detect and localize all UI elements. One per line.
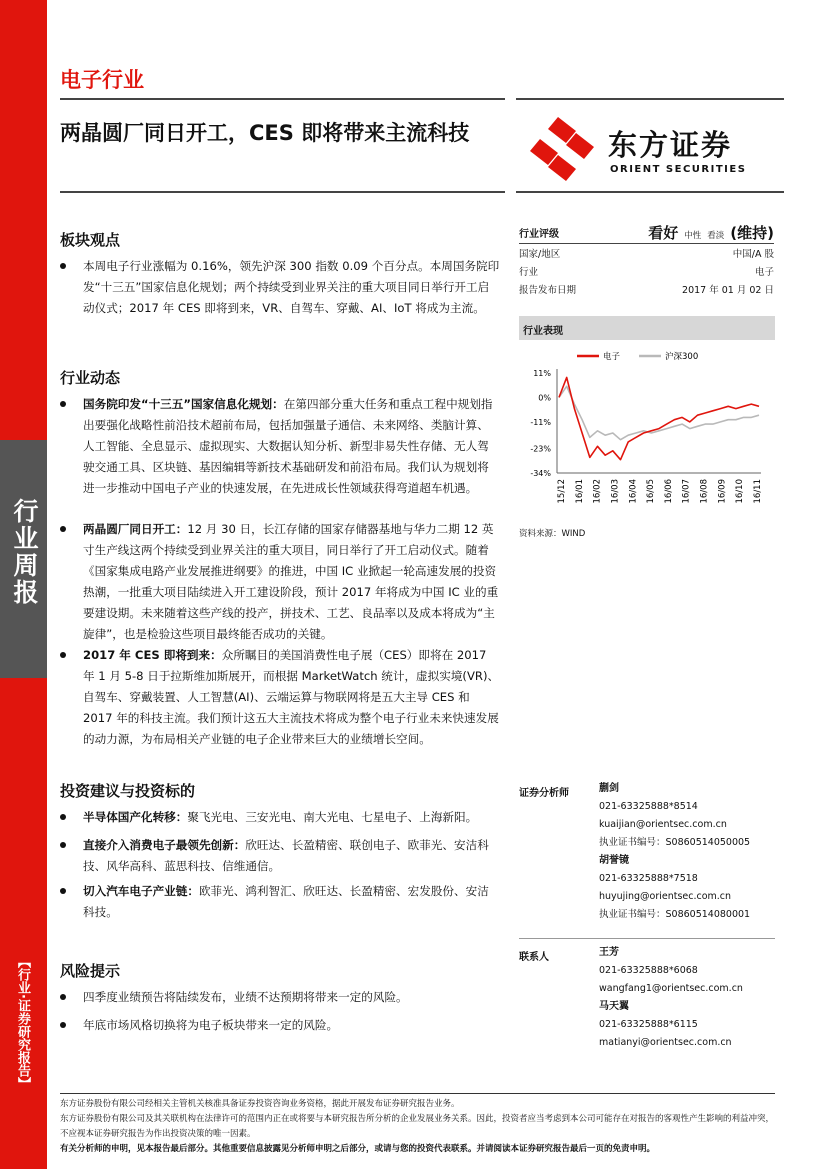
section-title-investment: 投资建议与投资标的: [60, 782, 196, 800]
list-item: 年底市场风格切换将为电子板块带来一定的风险。: [60, 1015, 500, 1036]
sector-name: 电子行业: [60, 68, 144, 92]
y-tick-label: -34%: [530, 469, 551, 478]
rating-row: 报告发布日期 2017 年 01 月 02 日: [519, 285, 774, 296]
list-item: 直接介入消费电子最领先创新：欣旺达、长盈精密、联创电子、欧菲光、安洁科技、风华高科、蓝思科技、信维通信。: [60, 835, 500, 877]
logo-cn-text: 东方证券: [608, 128, 733, 162]
x-tick-label: 16/03: [610, 479, 621, 504]
rating-row: 国家/地区 中国/A 股: [519, 249, 774, 260]
x-tick-label: 16/02: [592, 479, 603, 504]
rating-neutral: 中性: [684, 231, 702, 241]
list-item: 本周电子行业涨幅为 0.16%，领先沪深 300 指数 0.09 个百分点。本周国务院印发“十三五”国家信息化规划；两个持续受到业界关注的重大项目同日举行开工启动仪式；2017 年 CES 即将到来，VR、自驾车、穿戴、AI、IoT 将成为主流。: [60, 256, 500, 319]
list-item: 四季度业绩预告将陆续发布，业绩不达预期将带来一定的风险。: [60, 987, 500, 1008]
list-item: 切入汽车电子产业链：欧菲光、鸿利智汇、欣旺达、长盈精密、宏发股份、安洁科技。: [60, 881, 500, 923]
list-item: 国务院印发“十三五”国家信息化规划：在第四部分重大任务和重点工程中规划指出要强化战略性前沿技术超前布局，包括加强量子通信、未来网络、类脑计算、人工智能、全息显示、虚拟现实、大数据认知分析、新型非易失性存储、无人驾驶交通工具、区块链、基因编辑等新技术基础研发和前沿布局。我们认为规划将进一步推动中国电子产业的快速发展，在先进成长性领域获得弯道超车机遇。: [60, 394, 500, 499]
logo-en-text: ORIENT SECURITIES: [610, 164, 747, 175]
section-title-dynamics: 行业动态: [60, 369, 121, 387]
legend-label: 沪深300: [665, 352, 699, 362]
bullet-icon: [60, 842, 66, 848]
series-line-csi300: [559, 386, 759, 439]
contact-label: 联系人: [519, 952, 549, 963]
divider: [516, 191, 784, 193]
bullet-icon: [60, 401, 66, 407]
report-type-label: 行业周报: [10, 498, 39, 606]
performance-chart: [519, 345, 775, 520]
bullet-icon: [60, 1022, 66, 1028]
x-tick-label: 16/07: [681, 479, 692, 504]
bullet-icon: [60, 526, 66, 532]
rating-row: 行业 电子: [519, 267, 774, 278]
section-title-view: 板块观点: [60, 231, 121, 249]
x-tick-label: 16/08: [699, 479, 710, 504]
logo-mark-icon: [528, 117, 600, 182]
list-item: 半导体国产化转移：聚飞光电、三安光电、南大光电、七星电子、上海新阳。: [60, 807, 500, 828]
x-tick-label: 16/06: [663, 479, 674, 504]
bullet-icon: [60, 652, 66, 658]
x-tick-label: 15/12: [557, 479, 567, 504]
x-tick-label: 16/10: [735, 479, 746, 504]
divider: [60, 98, 505, 100]
email-link[interactable]: kuaijian@orientsec.com.cn: [599, 819, 727, 830]
x-tick-label: 16/01: [574, 479, 585, 504]
y-tick-label: 0%: [538, 393, 551, 403]
email-link[interactable]: matianyi@orientsec.com.cn: [599, 1037, 732, 1048]
orient-logo: [528, 117, 788, 182]
divider: [60, 191, 505, 193]
analyst-label: 证券分析师: [519, 788, 569, 799]
y-tick-label: -11%: [530, 417, 551, 427]
bullet-icon: [60, 994, 66, 1000]
bullet-icon: [60, 888, 66, 894]
bullet-icon: [60, 814, 66, 820]
series-line-electronics: [559, 377, 759, 459]
footer-disclaimer: 东方证券股份有限公司经相关主管机关核准具备证券投资咨询业务资格，据此开展发布证券研究报告业务。 东方证券股份有限公司及其关联机构在法律许可的范围内正在或将要与本研究报告所分析的企业发展业务关系。因此，投资者应当考虑到本公司可能存在对报告的客观性产生影响的利益冲突，不应视本证券研究报告为作出投资决策的唯一因素。 有关分析师的申明，见本报告最后部分。其他重要信息披露见分析师申明之后部分，或请与您的投资代表联系。并请阅读本证券研究报告最后一页的免责申明。: [60, 1099, 775, 1154]
report-category-label: 【行业·证券研究报告】: [15, 955, 30, 1090]
x-tick-label: 16/11: [753, 479, 763, 504]
divider: [516, 98, 784, 100]
legend-label: 电子: [603, 352, 621, 362]
chart-source: 资料来源：WIND: [519, 529, 586, 539]
left-red-bar: [0, 0, 47, 1169]
chart-title: 行业表现: [519, 316, 775, 340]
email-link[interactable]: wangfang1@orientsec.com.cn: [599, 983, 743, 994]
x-tick-label: 16/05: [646, 479, 657, 504]
rating-box: [519, 222, 774, 298]
list-item: 2017 年 CES 即将到来：众所瞩目的美国消费性电子展（CES）即将在 2017 年 1 月 5-8 日于拉斯维加斯展开，而根据 MarketWatch 统计，虚拟实境(VR)、自驾车、穿戴装置、人工智慧(AI)、云端运算与物联网将是五大主导 CES 和 2017 年的科技主流。我们预计这五大主流技术将成为整个电子行业未来快速发展的动力源，为布局相关产业链的电子企业带来巨大的业绩增长空间。: [60, 645, 500, 750]
section-title-risk: 风险提示: [60, 962, 121, 980]
report-title: 两晶圆厂同日开工，CES 即将带来主流科技: [60, 121, 470, 145]
rating-bearish: 看淡: [707, 231, 725, 241]
list-item: 两晶圆厂同日开工：12 月 30 日，长江存储的国家存储器基地与华力二期 12 英寸生产线这两个持续受到业界关注的重大项目，同日举行了开工启动仪式。随着《国家集成电路产业发展推进纲要》的推进，中国 IC 业掀起一轮高速发展的投资热潮，一批重大项目陆续进入开工建设阶段，预计 2017 年将成为中国 IC 业的重要建设期。未来随着这些产线的投产，拼技术、工艺、良品率以及成本将成为“主旋律”，也是检验这些项目最终能否成功的关键。: [60, 519, 500, 645]
x-tick-label: 16/04: [628, 479, 639, 504]
y-tick-label: 11%: [533, 369, 551, 378]
email-link[interactable]: huyujing@orientsec.com.cn: [599, 891, 732, 902]
x-tick-label: 16/09: [717, 479, 728, 504]
y-tick-label: -23%: [530, 444, 551, 454]
bullet-icon: [60, 263, 66, 269]
divider: [519, 938, 775, 939]
rating-label: 行业评级: [519, 229, 559, 240]
footer-divider: [60, 1093, 775, 1094]
rating-hold: (维持): [730, 224, 774, 242]
analyst-list: 蒯剑 021-63325888*8514 kuaijian@orientsec.com.cn 执业证书编号：S0860514050005 胡誉镜 021-63325888*7518 huyujing@orientsec.com.cn 执业证书编号：S0860514080001: [599, 783, 751, 920]
rating-value: 看好: [648, 224, 679, 242]
contact-list: 王芳 021-63325888*6068 wangfang1@orientsec.com.cn 马天翼 021-63325888*6115 matianyi@orientsec.com.cn: [599, 944, 743, 1052]
